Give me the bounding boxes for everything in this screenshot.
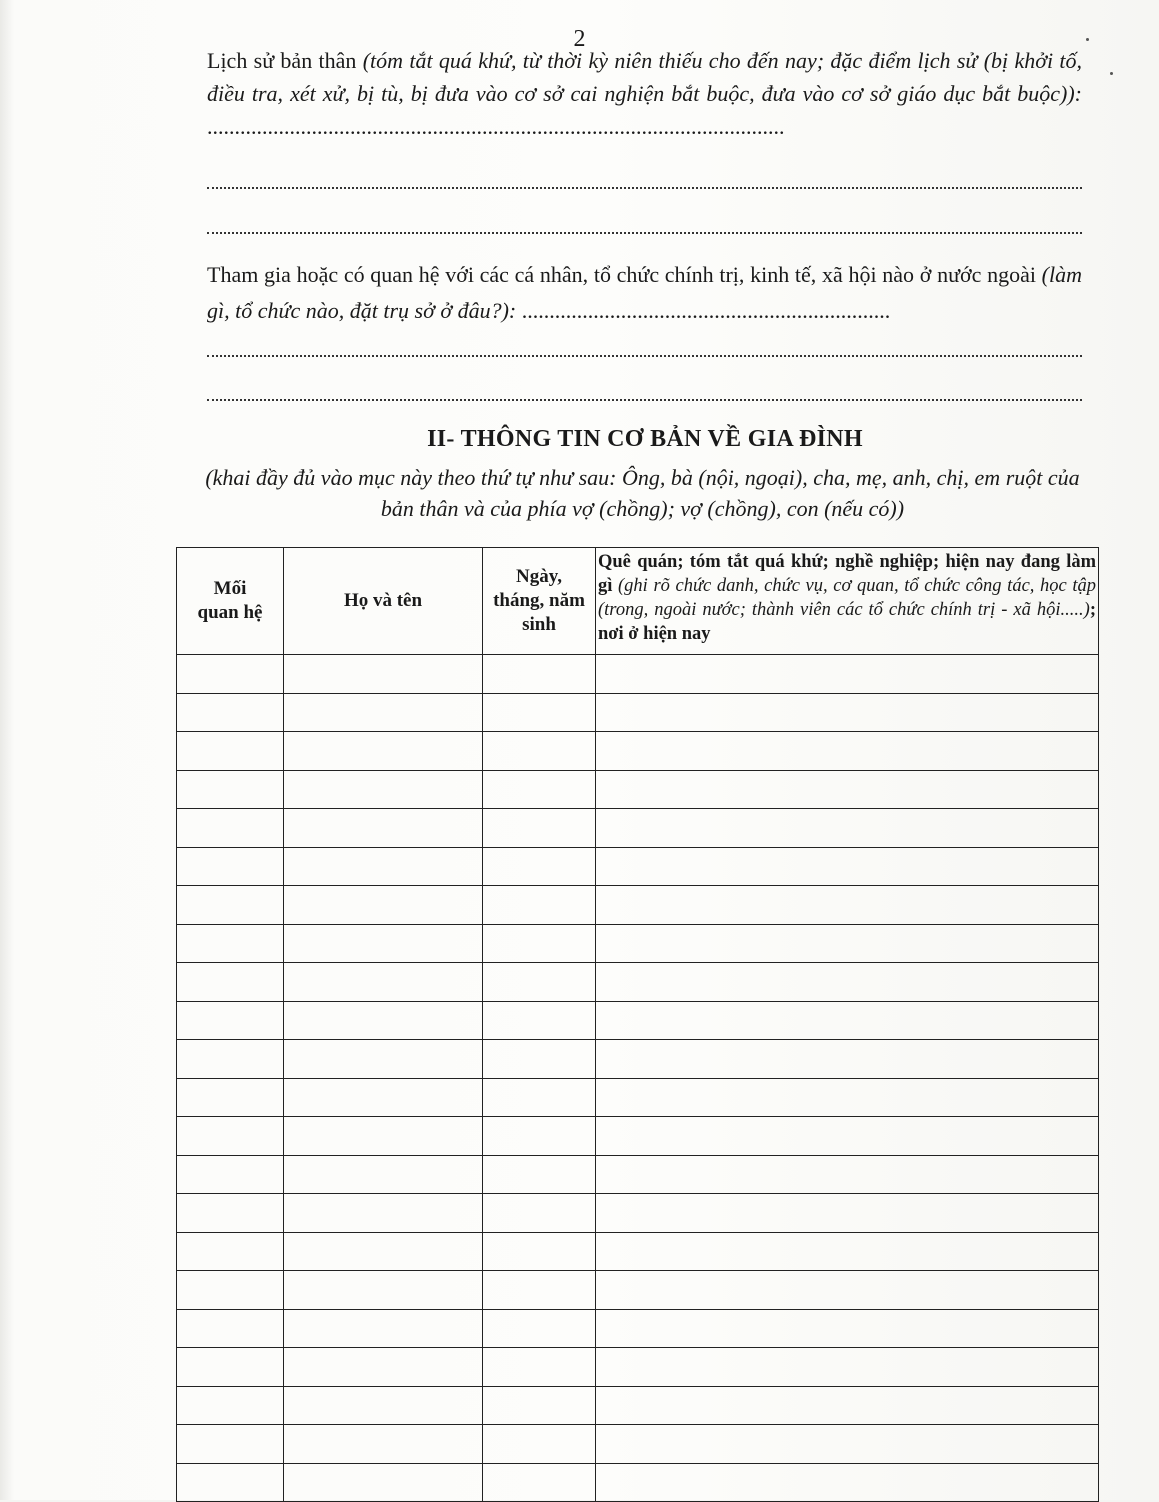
table-row bbox=[177, 1232, 1099, 1271]
foreign-note: (làm gì, tổ chức nào, đặt trụ sở ở đâu?): bbox=[207, 262, 1082, 323]
cell-relation[interactable] bbox=[177, 655, 284, 694]
cell-date-of-birth[interactable] bbox=[483, 1463, 596, 1502]
table-row bbox=[177, 963, 1099, 1002]
cell-background[interactable] bbox=[596, 1386, 1099, 1425]
cell-date-of-birth[interactable] bbox=[483, 1001, 596, 1040]
foreign-answer-line-2[interactable] bbox=[207, 399, 1082, 401]
cell-full-name[interactable] bbox=[284, 1194, 483, 1233]
cell-date-of-birth[interactable] bbox=[483, 924, 596, 963]
cell-background[interactable] bbox=[596, 1348, 1099, 1387]
cell-background[interactable] bbox=[596, 1078, 1099, 1117]
cell-full-name[interactable] bbox=[284, 1078, 483, 1117]
cell-relation[interactable] bbox=[177, 1348, 284, 1387]
cell-background[interactable] bbox=[596, 732, 1099, 771]
cell-date-of-birth[interactable] bbox=[483, 1271, 596, 1310]
header-full-name: Họ và tên bbox=[284, 548, 483, 655]
history-label: Lịch sử bản thân bbox=[207, 48, 363, 73]
scan-speck bbox=[1086, 38, 1089, 41]
cell-date-of-birth[interactable] bbox=[483, 655, 596, 694]
cell-background[interactable] bbox=[596, 1194, 1099, 1233]
header-background-italic: (ghi rõ chức danh, chức vụ, cơ quan, tổ chức công tác, học tập (trong, ngoài nước; thành viên các tổ chức chính trị - xã hội.....) bbox=[598, 576, 1096, 620]
cell-full-name[interactable] bbox=[284, 1155, 483, 1194]
table-row bbox=[177, 1348, 1099, 1387]
history-paragraph bbox=[207, 44, 1082, 143]
header-background-residence: ; nơi ở hiện nay bbox=[598, 600, 1096, 644]
foreign-label: Tham gia hoặc có quan hệ với các cá nhân, tổ chức chính trị, kinh tế, xã hội nào ở nước ngoài bbox=[207, 262, 1042, 287]
cell-full-name[interactable] bbox=[284, 693, 483, 732]
cell-relation[interactable] bbox=[177, 847, 284, 886]
cell-relation[interactable] bbox=[177, 1117, 284, 1156]
cell-background[interactable] bbox=[596, 847, 1099, 886]
cell-relation[interactable] bbox=[177, 924, 284, 963]
cell-background[interactable] bbox=[596, 963, 1099, 1002]
cell-full-name[interactable] bbox=[284, 847, 483, 886]
cell-date-of-birth[interactable] bbox=[483, 1194, 596, 1233]
foreign-relations-paragraph bbox=[207, 257, 1082, 329]
foreign-fill-dots: ................................................................... bbox=[516, 298, 891, 323]
cell-background[interactable] bbox=[596, 1155, 1099, 1194]
cell-date-of-birth[interactable] bbox=[483, 770, 596, 809]
cell-date-of-birth[interactable] bbox=[483, 1155, 596, 1194]
cell-relation[interactable] bbox=[177, 1271, 284, 1310]
cell-date-of-birth[interactable] bbox=[483, 1040, 596, 1079]
cell-date-of-birth[interactable] bbox=[483, 1232, 596, 1271]
family-table-header bbox=[177, 548, 1099, 655]
table-row bbox=[177, 1425, 1099, 1464]
table-row bbox=[177, 1386, 1099, 1425]
cell-background[interactable] bbox=[596, 1040, 1099, 1079]
cell-date-of-birth[interactable] bbox=[483, 1309, 596, 1348]
section-note: (khai đầy đủ vào mục này theo thứ tự như sau: Ông, bà (nội, ngoại), cha, mẹ, anh, chị, em ruột của bản thân và của phía vợ (chồng); vợ (chồng), con (nếu có)) bbox=[205, 465, 1080, 521]
cell-background[interactable] bbox=[596, 770, 1099, 809]
scan-speck bbox=[1110, 72, 1113, 75]
cell-full-name[interactable] bbox=[284, 1309, 483, 1348]
cell-date-of-birth[interactable] bbox=[483, 809, 596, 848]
cell-relation[interactable] bbox=[177, 809, 284, 848]
table-row bbox=[177, 732, 1099, 771]
cell-relation[interactable] bbox=[177, 1425, 284, 1464]
table-row bbox=[177, 1155, 1099, 1194]
family-table-body bbox=[177, 655, 1099, 1502]
cell-relation[interactable] bbox=[177, 1001, 284, 1040]
cell-full-name[interactable] bbox=[284, 732, 483, 771]
table-row bbox=[177, 1117, 1099, 1156]
table-row bbox=[177, 809, 1099, 848]
table-row bbox=[177, 770, 1099, 809]
cell-date-of-birth[interactable] bbox=[483, 1386, 596, 1425]
cell-relation[interactable] bbox=[177, 1155, 284, 1194]
table-row bbox=[177, 1078, 1099, 1117]
table-row bbox=[177, 1271, 1099, 1310]
table-row bbox=[177, 693, 1099, 732]
section-title: II- THÔNG TIN CƠ BẢN VỀ GIA ĐÌNH bbox=[427, 426, 863, 452]
cell-full-name[interactable] bbox=[284, 1271, 483, 1310]
cell-full-name[interactable] bbox=[284, 1040, 483, 1079]
page-number: 2 bbox=[573, 26, 586, 52]
cell-full-name[interactable] bbox=[284, 1348, 483, 1387]
cell-full-name[interactable] bbox=[284, 1117, 483, 1156]
history-answer-line-2[interactable] bbox=[207, 232, 1082, 234]
cell-background[interactable] bbox=[596, 1117, 1099, 1156]
cell-date-of-birth[interactable] bbox=[483, 963, 596, 1002]
cell-full-name[interactable] bbox=[284, 1001, 483, 1040]
cell-relation[interactable] bbox=[177, 1463, 284, 1502]
cell-background[interactable] bbox=[596, 1463, 1099, 1502]
cell-background[interactable] bbox=[596, 1309, 1099, 1348]
cell-relation[interactable] bbox=[177, 963, 284, 1002]
cell-background[interactable] bbox=[596, 886, 1099, 925]
cell-background[interactable] bbox=[596, 1271, 1099, 1310]
cell-relation[interactable] bbox=[177, 1309, 284, 1348]
family-table bbox=[176, 547, 1099, 1502]
table-row bbox=[177, 655, 1099, 694]
cell-background[interactable] bbox=[596, 693, 1099, 732]
history-note: (tóm tắt quá khứ, từ thời kỳ niên thiếu cho đến nay; đặc điểm lịch sử (bị khởi tố, điều tra, xét xử, bị tù, bị đưa vào cơ sở cai nghiện bắt buộc, đưa vào cơ sở giáo dục bắt buộc)): bbox=[207, 48, 1082, 106]
cell-date-of-birth[interactable] bbox=[483, 847, 596, 886]
cell-date-of-birth[interactable] bbox=[483, 1425, 596, 1464]
cell-relation[interactable] bbox=[177, 886, 284, 925]
cell-relation[interactable] bbox=[177, 1194, 284, 1233]
cell-date-of-birth[interactable] bbox=[483, 693, 596, 732]
cell-relation[interactable] bbox=[177, 732, 284, 771]
cell-date-of-birth[interactable] bbox=[483, 886, 596, 925]
cell-full-name[interactable] bbox=[284, 1232, 483, 1271]
cell-background[interactable] bbox=[596, 1425, 1099, 1464]
cell-relation[interactable] bbox=[177, 770, 284, 809]
cell-full-name[interactable] bbox=[284, 963, 483, 1002]
cell-full-name[interactable] bbox=[284, 1425, 483, 1464]
cell-date-of-birth[interactable] bbox=[483, 1078, 596, 1117]
cell-full-name[interactable] bbox=[284, 809, 483, 848]
header-background bbox=[596, 548, 1099, 655]
header-background-bold: Quê quán; tóm tắt quá khứ; nghề nghiệp; hiện nay đang làm gì bbox=[598, 552, 1096, 596]
cell-full-name[interactable] bbox=[284, 1386, 483, 1425]
history-answer-line-1[interactable] bbox=[207, 187, 1082, 189]
cell-relation[interactable] bbox=[177, 693, 284, 732]
table-row bbox=[177, 1040, 1099, 1079]
cell-relation[interactable] bbox=[177, 1078, 284, 1117]
cell-relation[interactable] bbox=[177, 1386, 284, 1425]
table-row bbox=[177, 1194, 1099, 1233]
history-fill-dots: ......................................................................................................... bbox=[207, 114, 785, 139]
cell-background[interactable] bbox=[596, 809, 1099, 848]
table-row bbox=[177, 1001, 1099, 1040]
cell-full-name[interactable] bbox=[284, 770, 483, 809]
table-row bbox=[177, 1463, 1099, 1502]
table-row bbox=[177, 1309, 1099, 1348]
cell-full-name[interactable] bbox=[284, 924, 483, 963]
table-row bbox=[177, 886, 1099, 925]
cell-relation[interactable] bbox=[177, 1040, 284, 1079]
cell-full-name[interactable] bbox=[284, 886, 483, 925]
foreign-answer-line-1[interactable] bbox=[207, 355, 1082, 357]
cell-background[interactable] bbox=[596, 924, 1099, 963]
header-relation: Mối quan hệ bbox=[177, 548, 284, 655]
cell-background[interactable] bbox=[596, 1001, 1099, 1040]
header-date-of-birth: Ngày, tháng, năm sinh bbox=[483, 548, 596, 655]
table-row bbox=[177, 924, 1099, 963]
cell-date-of-birth[interactable] bbox=[483, 1348, 596, 1387]
cell-date-of-birth[interactable] bbox=[483, 732, 596, 771]
table-row bbox=[177, 847, 1099, 886]
cell-relation[interactable] bbox=[177, 1232, 284, 1271]
cell-background[interactable] bbox=[596, 1232, 1099, 1271]
cell-date-of-birth[interactable] bbox=[483, 1117, 596, 1156]
cell-background[interactable] bbox=[596, 655, 1099, 694]
cell-full-name[interactable] bbox=[284, 655, 483, 694]
cell-full-name[interactable] bbox=[284, 1463, 483, 1502]
